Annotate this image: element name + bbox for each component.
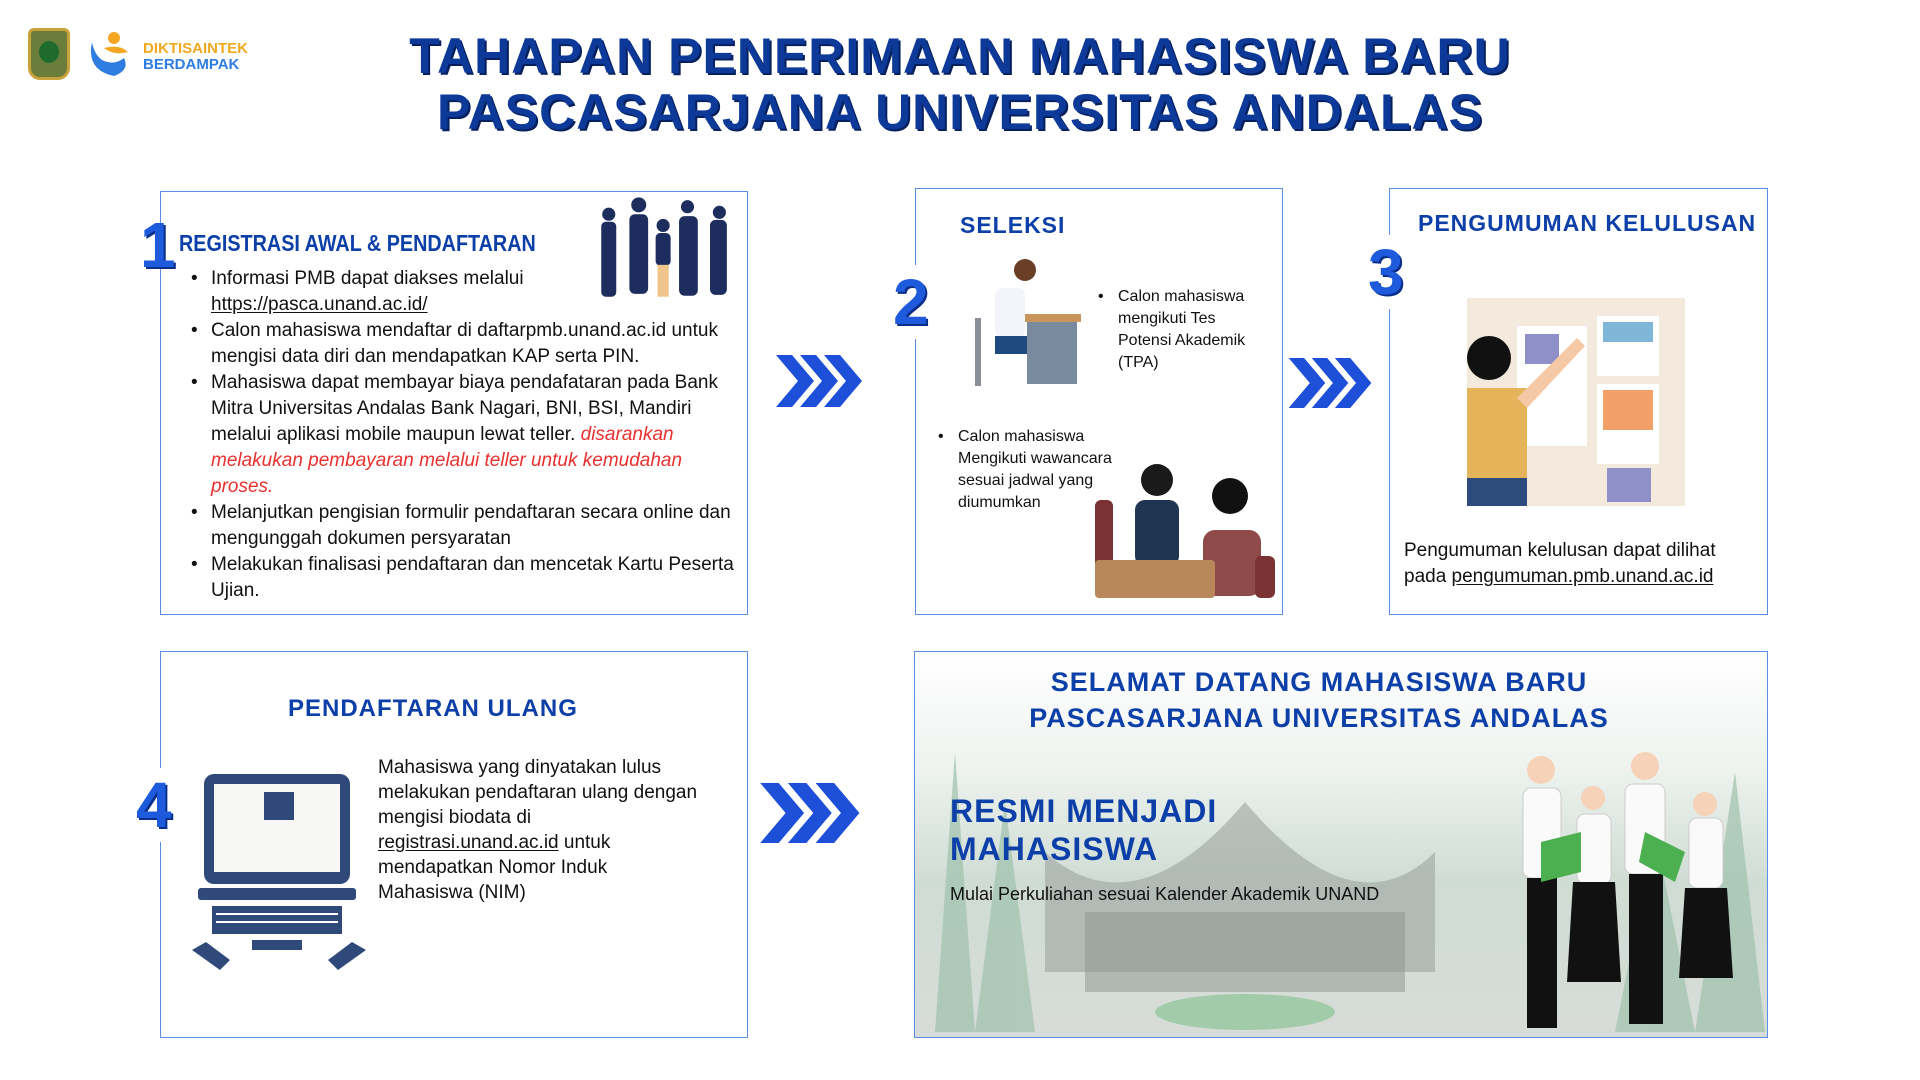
welcome-subtitle: Mulai Perkuliahan sesuai Kalender Akademik UNAND [950,884,1380,904]
resmi-heading-2: MAHASISWA [950,831,1159,867]
logo-text-2: BERDAMPAK [143,56,240,73]
interview-illustration [1095,460,1275,598]
resmi-heading-1: RESMI MENJADI [950,793,1218,829]
welcome-line2: PASCASARJANA UNIVERSITAS ANDALAS [1029,703,1609,733]
step1-list [185,266,740,604]
chevrons-right-icon [760,783,862,843]
step4-text: Mahasiswa yang dinyatakan lulus melakukan pendaftaran ulang dengan mengisi biodata di registrasi.unand.ac.id untuk mendapatkan Nomor Induk Mahasiswa (NIM) [378,757,698,903]
step4-number: 4 [136,769,172,841]
pengumuman-link[interactable]: pengumuman.pmb.unand.ac.id [1451,566,1714,587]
step3-text: Pengumuman kelulusan dapat dilihat pada pengumuman.pmb.unand.ac.id [1404,540,1716,587]
step1-bullet-2: • Calon mahasiswa mendaftar di daftarpmb.unand.ac.id untuk mengisi data diri dan mendapatkan KAP serta PIN. [185,318,740,370]
student-exam-illustration [965,258,1085,388]
step1-heading: REGISTRASI AWAL & PENDAFTARAN [179,230,536,256]
step2-bullet-2: • Calon mahasiswa Mengikuti wawancara sesuai jadwal yang diumumkan [932,426,1132,514]
step1-number: 1 [140,209,176,281]
step2-bullet-1: • Calon mahasiswa mengikuti Tes Potensi Akademik (TPA) [1092,286,1272,374]
registrasi-link[interactable]: registrasi.unand.ac.id [378,832,559,853]
chevrons-right-icon [1288,358,1374,408]
step3-heading: PENGUMUMAN KELULUSAN [1418,210,1757,236]
step1-bullet-1: • Informasi PMB dapat diakses melalui https://pasca.unand.ac.id/ [185,266,740,318]
step1-bullet-4: • Melanjutkan pengisian formulir pendaftaran secara online dan mengunggah dokumen persyaratan [185,500,740,552]
step1-bullet-5: • Melakukan finalisasi pendaftaran dan mencetak Kartu Peserta Ujian. [185,552,740,604]
new-students-illustration [1505,752,1745,1037]
pasca-link[interactable]: https://pasca.unand.ac.id/ [211,294,428,315]
chevrons-right-icon [776,355,864,407]
step2-number: 2 [893,266,929,338]
step3-number: 3 [1368,236,1404,308]
step2-list-1 [1092,286,1272,374]
page-title-line1: TAHAPAN PENERIMAAN MAHASISWA BARU [409,28,1511,84]
logo-text-1: DIKTISAINTEK [143,40,248,57]
payment-note: disarankan melakukan pembayaran melalui teller untuk kemudahan proses. [211,424,683,497]
step1-bullet-3: • Mahasiswa dapat membayar biaya pendafataran pada Bank Mitra Universitas Andalas Bank Nagari, BNI, BSI, Mandiri melalui aplikasi mobile maupun lewat teller. disarankan melakukan pembayaran melalui teller untuk kemudahan proses. [185,370,740,500]
announcement-board-illustration [1467,298,1685,506]
page-title-line2: PASCASARJANA UNIVERSITAS ANDALAS [437,84,1483,140]
laptop-typing-icon [190,770,368,975]
step2-heading: SELEKSI [960,212,1066,238]
welcome-line1: SELAMAT DATANG MAHASISWA BARU [1050,667,1588,697]
step4-heading: PENDAFTARAN ULANG [288,695,578,722]
